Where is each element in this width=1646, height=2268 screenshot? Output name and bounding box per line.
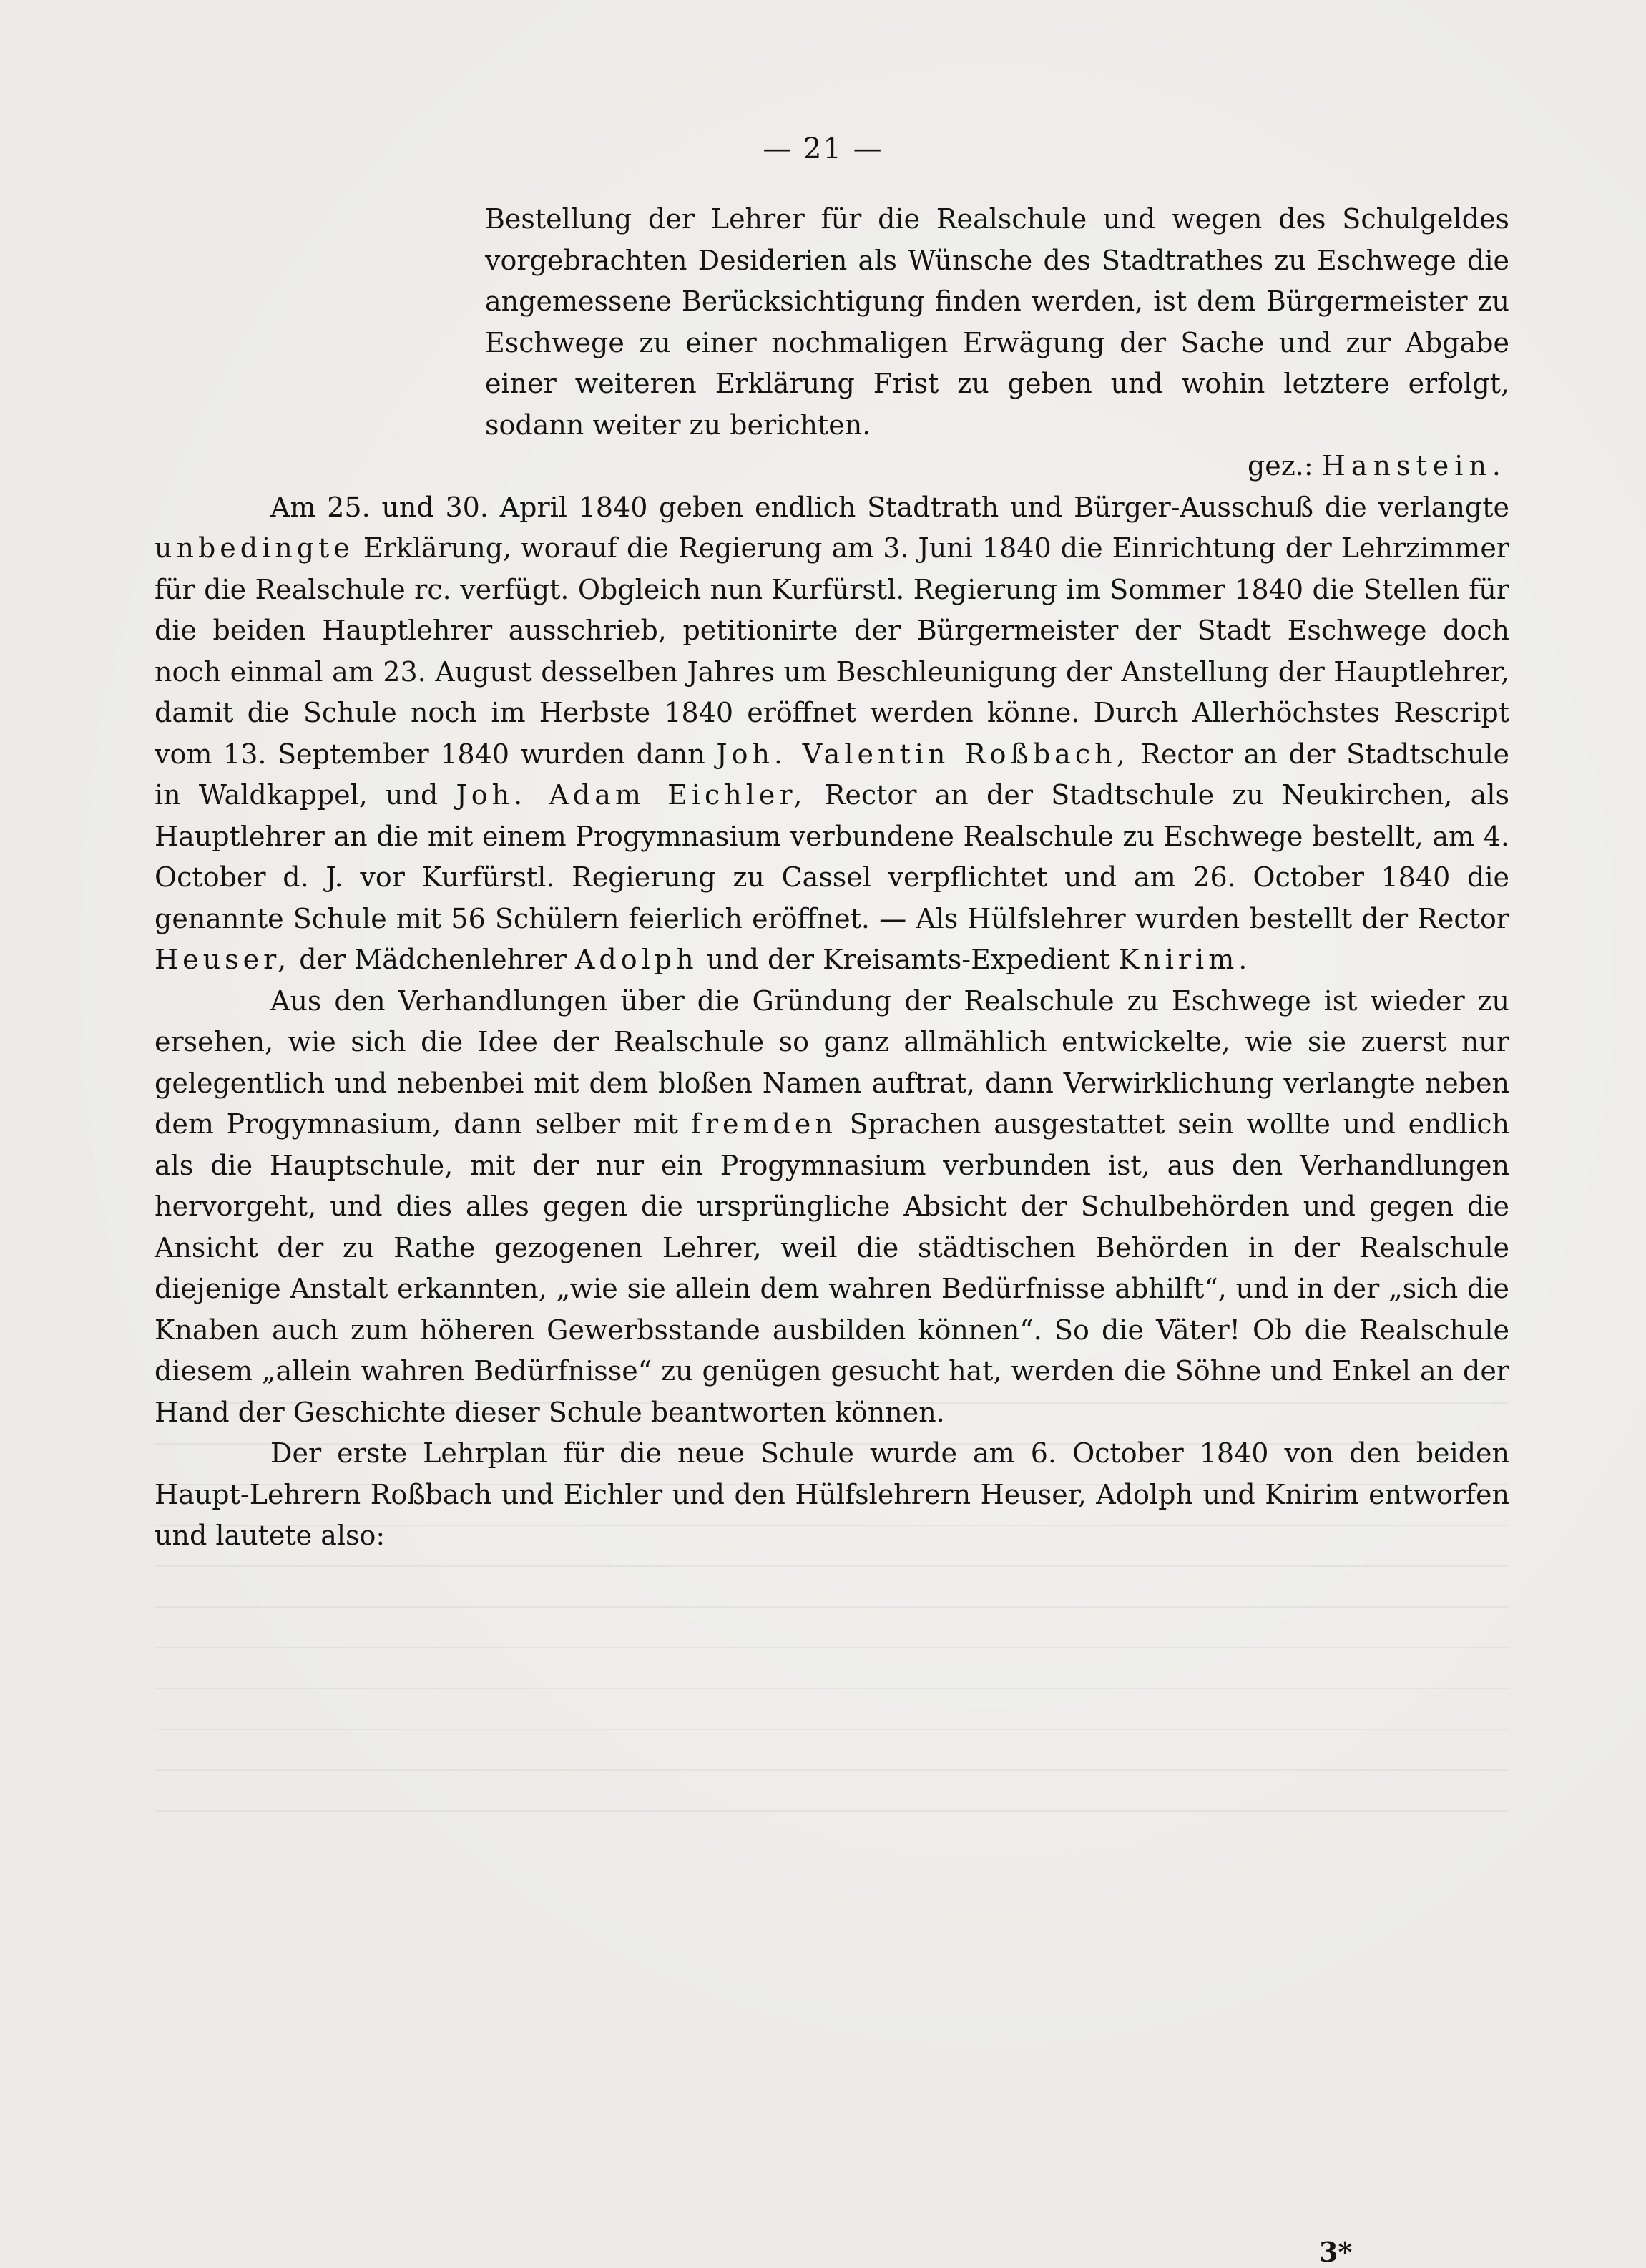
paragraph-founding-mid4: und der Kreisamts-Expedient: [706, 944, 1110, 975]
signature-line: [155, 446, 1509, 487]
name-heuser: Heuser,: [155, 944, 291, 975]
paragraph-curriculum: Der erste Lehrplan für die neue Schule wurde am 6. October 1840 von den beiden Haupt-Lehrern Roßbach und Eichler und den Hülfslehrern Heuser, Adolph und Knirim entworfen und lautete also:: [155, 1437, 1509, 1551]
paragraph-founding-start: Am 25. und 30. April 1840 geben endlich Stadtrath und Bürger-Ausschuß die verlangte: [270, 491, 1509, 523]
paragraph-continuation: Bestellung der Lehrer für die Realschule und wegen des Schulgeldes vorgebrachten Desiderien als Wünsche des Stadtrathes zu Eschwege die angemessene Berücksichtigung finden werden, ist dem Bürgermeister zu Eschwege zu einer nochmaligen Erwägung der Sache und zur Abgabe einer weiteren Erklärung Frist zu geben und wohin letztere erfolgt, sodann weiter zu berichten.: [485, 203, 1509, 441]
body-text: [155, 199, 1509, 1557]
paragraph-founding: [155, 487, 1509, 981]
paragraph-negotiations-rest: Sprachen ausgestattet sein wollte und endlich als die Hauptschule, mit der nur ein Progymnasium verbunden ist, aus den Verhandlungen hervorgeht, und dies alles gegen die ursprüngliche Absicht der Schulbehörden und gegen die Ansicht der zu Rathe gezogenen Lehrer, weil die städtischen Behörden in der Realschule diejenige Anstalt erkannten, „wie sie allein dem wahren Bedürfnisse abhilft“, und in der „sich die Knaben auch zum höheren Gewerbsstande ausbilden können“. So die Väter! Ob die Realschule diesem „allein wahren Bedürfnisse“ zu genügen gesucht hat, werden die Söhne und Enkel an der Hand der Geschichte dieser Schule beantworten können.: [155, 1108, 1509, 1428]
paragraph-negotiations: [155, 981, 1509, 1434]
page-number: — 21 —: [763, 132, 883, 165]
paragraph-founding-mid2: Rector an der Stadtschule zu Neukirchen, als Hauptlehrer an die mit einem Progymnasium verbundene Realschule zu Eschwege bestellt, am 4. October d. J. vor Kurfürstl. Regierung zu Cassel verpflichtet und am 26. October 1840 die genannte Schule mit 56 Schülern feierlich eröffnet. — Als Hülfslehrer wurden bestellt der Rector: [155, 779, 1509, 934]
name-adolph: Adolph: [574, 944, 698, 975]
emphasis-unbedingte: unbedingte: [155, 532, 354, 564]
name-rossbach: Joh. Valentin Roßbach,: [716, 738, 1130, 770]
paragraph-founding-mid1: Rector an der Stadtschule in Waldkappel, und: [155, 738, 1509, 811]
signature-prefix: gez.:: [1247, 450, 1313, 482]
signature-name: Hanstein.: [1321, 450, 1507, 482]
name-eichler: Joh. Adam Eichler,: [456, 779, 807, 811]
name-knirim: Knirim.: [1118, 944, 1252, 975]
paragraph-negotiations-start: Aus den Verhandlungen über die Gründung der Realschule zu Eschwege ist wieder zu ersehen, wie sich die Idee der Realschule so ganz allmählich entwickelte, wie sie zuerst nur gelegentlich und nebenbei mit dem bloßen Namen auftrat, dann Verwirklichung verlangte neben dem Progymnasium, dann selber mit: [155, 984, 1509, 1140]
paragraph-founding-rest: Erklärung, worauf die Regierung am 3. Juni 1840 die Einrichtung der Lehrzimmer für die Realschule rc. verfügt. Obgleich nun Kurfürstl. Regierung im Sommer 1840 die Stellen für die beiden Hauptlehrer ausschrieb, petitionirte der Bürgermeister der Stadt Eschwege doch noch einmal am 23. August desselben Jahres um Beschleunigung der Anstellung der Hauptlehrer, damit die Schule noch im Herbste 1840 eröffnet werden könne. Durch Allerhöchstes Rescript vom 13. September 1840 wurden dann: [155, 532, 1509, 770]
emphasis-fremden: fremden: [690, 1108, 837, 1140]
sheet-signature-mark: 3*: [1319, 2236, 1353, 2268]
paragraph-founding-mid3: der Mädchenlehrer: [299, 944, 567, 975]
